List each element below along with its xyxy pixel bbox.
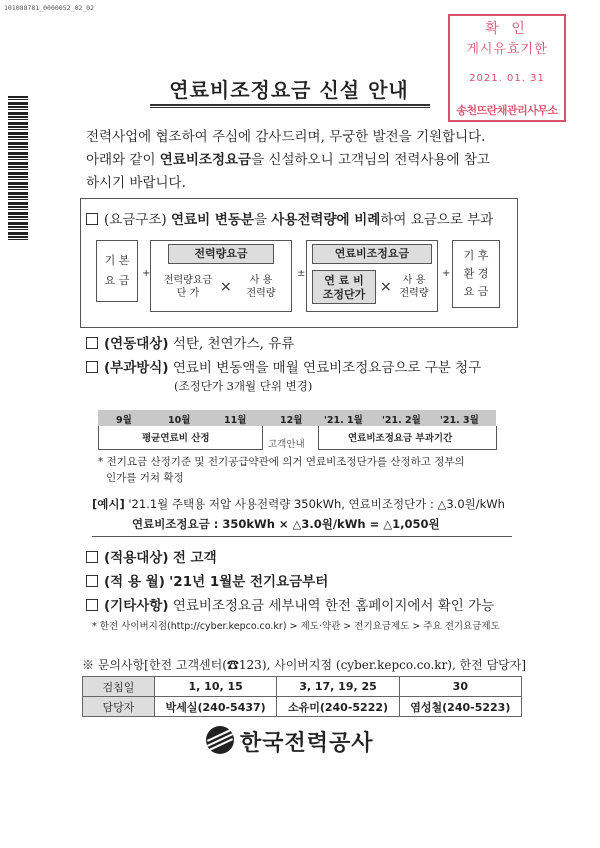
checkbox-icon	[86, 551, 98, 563]
section-target: (적용대상) 전 고객	[86, 546, 217, 566]
title-underline-thin	[150, 107, 430, 108]
divider	[92, 536, 512, 537]
table-label: 담당자	[83, 697, 155, 717]
example-line2: 연료비조정요금 : 350kWh × △3.0원/kWh = △1,050원	[132, 517, 440, 531]
month-label: 12월	[280, 415, 303, 426]
month-label: '21. 3월	[440, 415, 479, 426]
checkbox-icon	[86, 337, 98, 349]
contacts-table	[82, 676, 522, 717]
fuel-unit-price: 연 료 비 조정단가	[312, 270, 376, 304]
table-cell: 3, 17, 19, 25	[277, 677, 399, 697]
billing-period: 연료비조정요금 부과기간	[348, 433, 453, 444]
note-line2: 인가를 거쳐 확정	[106, 472, 184, 484]
table-cell: 염성철(240-5223)	[399, 697, 521, 717]
timeline-divider	[496, 426, 497, 450]
table-cell: 박세실(240-5437)	[155, 697, 277, 717]
customer-notice: 고객안내	[268, 439, 305, 450]
month-label: 10월	[168, 415, 191, 426]
section-month: (적 용 월) '21년 1월분 전기요금부터	[86, 570, 328, 590]
table-cell: 소유미(240-5222)	[277, 697, 399, 717]
note-line1: * 전기요금 산정기준 및 전기공급약관에 의거 연료비조정단가를 산정하고 정부의	[98, 456, 465, 468]
example-block	[92, 494, 512, 534]
section-structure: (요금구조) 연료비 변동분을 사용전력량에 비례하여 요금으로 부과	[86, 208, 493, 228]
month-label: '21. 1월	[324, 415, 363, 426]
table-cell: 30	[399, 677, 521, 697]
barcode	[8, 96, 28, 240]
month-label: 11월	[224, 415, 247, 426]
timeline-divider	[98, 426, 99, 450]
energy-charge-header: 전력량요금	[168, 244, 274, 264]
kepco-logo-text: 한국전력공사	[240, 731, 374, 756]
checkbox-icon	[86, 575, 98, 587]
stamp-line1: 확 인	[485, 21, 529, 37]
table-label: 검침일	[83, 677, 155, 697]
basic-charge-box: 기 본 요 금	[96, 240, 138, 302]
stamp-office: 송천뜨란채관리사무소	[456, 104, 558, 117]
times-sign: ×	[380, 279, 392, 295]
intro-line1: 전력사업에 협조하여 주심에 감사드리며, 무궁한 발전을 기원합니다.	[86, 129, 486, 145]
climate-charge-box: 기 후 환 경 요 금	[452, 240, 500, 308]
approval-stamp	[448, 14, 566, 122]
page-title: 연료비조정요금 신설 안내	[169, 78, 409, 102]
timeline-divider	[262, 426, 263, 450]
month-label: '21. 2월	[382, 415, 421, 426]
contact-info: ※ 문의사항[한전 고객센터(☎123), 사이버지점 (cyber.kepco.co.kr), 한전 담당자]	[82, 658, 527, 672]
plus-sign: +	[142, 268, 151, 279]
table-row	[83, 677, 522, 697]
document-id: 101088781_0000052_02_02	[4, 4, 95, 12]
example-line1: [예시] '21.1월 주택용 저압 사용전력량 350kWh, 연료비조정단가 : △3.0원/kWh	[92, 497, 505, 511]
intro-paragraph	[86, 126, 516, 195]
energy-unit-price: 전력량요금 단 가	[163, 275, 213, 299]
timeline-bracket	[98, 449, 262, 450]
table-cell: 1, 10, 15	[155, 677, 277, 697]
intro-line3: 하시기 바랍니다.	[86, 175, 186, 191]
section-billing: (부과방식) 연료비 변동액을 매월 연료비조정요금으로 구분 청구	[86, 356, 481, 376]
stamp-date: 2021. 01. 31	[469, 73, 545, 84]
fuel-charge-header: 연료비조정요금	[312, 244, 432, 264]
timeline-header	[98, 410, 496, 426]
plus-minus-sign: ±	[297, 268, 306, 279]
checkbox-icon	[86, 361, 98, 373]
section-linked: (연동대상) 석탄, 천연가스, 유류	[86, 332, 294, 352]
checkbox-icon	[86, 599, 98, 611]
title-underline	[150, 104, 430, 106]
rate-note	[98, 454, 506, 486]
section-other: (기타사항) 연료비조정요금 세부내역 한전 홈페이지에서 확인 가능	[86, 594, 494, 614]
stamp-line2: 게시유효기한	[466, 42, 548, 57]
timeline-bracket	[318, 449, 496, 450]
times-sign: ×	[220, 279, 232, 295]
energy-usage: 사 용 전력량	[246, 275, 276, 299]
kepco-logo	[200, 722, 400, 758]
intro-line2: 아래와 같이 연료비조정요금을 신설하오니 고객님의 전력사용에 참고	[86, 152, 490, 168]
table-row	[83, 697, 522, 717]
month-label: 9월	[116, 415, 132, 426]
avg-fuel-period: 평균연료비 산정	[142, 433, 210, 444]
website-note: * 한전 사이버지점(http://cyber.kepco.co.kr) > 제도·약관 > 전기요금제도 > 주요 전기요금제도	[92, 621, 500, 632]
fuel-usage: 사 용 전력량	[399, 275, 429, 299]
checkbox-icon	[86, 213, 98, 225]
kepco-logo-icon	[206, 726, 234, 754]
plus-sign: +	[442, 268, 451, 279]
billing-sub: (조정단가 3개월 단위 변경)	[174, 379, 313, 393]
timeline-divider	[318, 426, 319, 450]
